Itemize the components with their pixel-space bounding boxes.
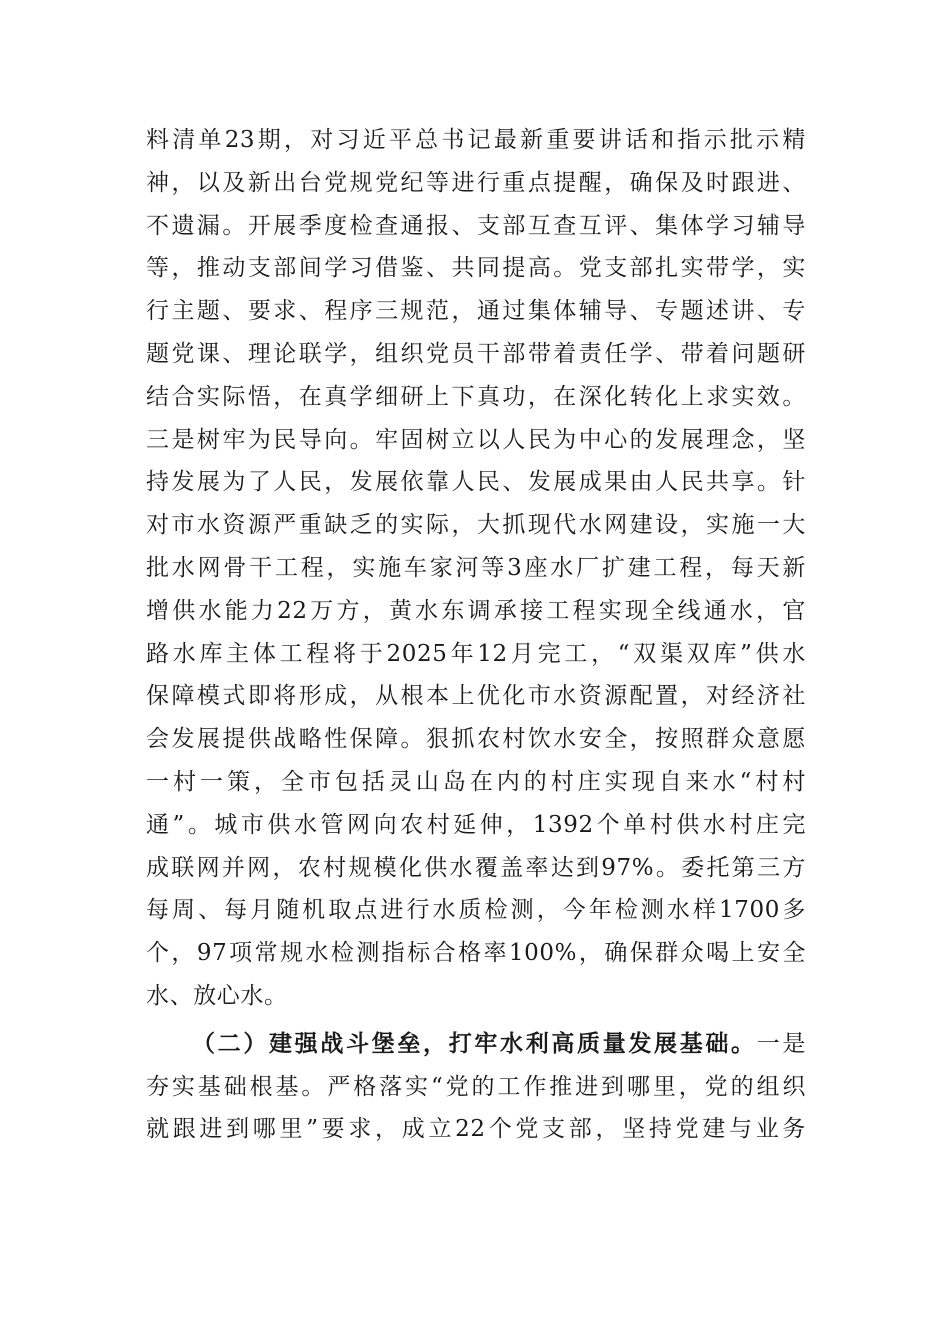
text-line: 料清单23期，对习近平总书记最新重要讲话和指示批示精 (146, 127, 806, 153)
text-line: 夯实基础根基。严格落实“党的工作推进到哪里，党的组织 (146, 1073, 806, 1100)
paragraph-heading-line (146, 1023, 806, 1066)
text-line: 增供水能力22万方，黄水东调承接工程实现全线通水，官 (146, 597, 806, 624)
text-line: 神，以及新出台党规党纪等进行重点提醒，确保及时跟进、 (146, 169, 806, 196)
text-line: 成联网并网，农村规模化供水覆盖率达到97%。委托第三方 (146, 854, 806, 881)
text-line: 对市水资源严重缺乏的实际，大抓现代水网建设，实施一大 (146, 512, 806, 539)
text-line: 批水网骨干工程，实施车家河等3座水厂扩建工程，每天新 (146, 554, 806, 581)
text-line: 行主题、要求、程序三规范，通过集体辅导、专题述讲、专 (146, 298, 806, 325)
text-line: 保障模式即将形成，从根本上优化市水资源配置，对经济社 (146, 683, 806, 710)
text-line: 每周、每月随机取点进行水质检测，今年检测水样1700多 (146, 897, 806, 924)
text-line: 水、放心水。 (146, 982, 288, 1009)
text-line: 会发展提供战略性保障。狠抓农村饮水安全，按照群众意愿 (146, 726, 806, 753)
text-line: 持发展为了人民，发展依靠人民、发展成果由人民共享。针 (146, 469, 806, 496)
text-line: 个，97项常规水检测指标合格率100%，确保群众喝上安全 (146, 940, 806, 967)
text-line: 结合实际悟，在真学细研上下真功，在深化转化上求实效。 (146, 383, 806, 410)
paragraph-1 (146, 119, 806, 1018)
section-heading: （二）建强战斗堡垒，打牢水利高质量发展基础。 (192, 1029, 757, 1057)
paragraph-2 (146, 1023, 806, 1151)
text-line: 路水库主体工程将于2025年12月完工，“双渠双库”供水 (146, 640, 806, 667)
text-line: 等，推动支部间学习借鉴、共同提高。党支部扎实带学，实 (146, 255, 806, 282)
text-line: 不遗漏。开展季度检查通报、支部互查互评、集体学习辅导 (146, 212, 806, 239)
text-line: 题党课、理论联学，组织党员干部带着责任学、带着问题研 (146, 340, 806, 367)
text-line: 三是树牢为民导向。牢固树立以人民为中心的发展理念，坚 (146, 426, 806, 453)
body-text (146, 119, 806, 1151)
text-line: 一村一策，全市包括灵山岛在内的村庄实现自来水“村村 (146, 768, 806, 795)
text-line: 通”。城市供水管网向农村延伸，1392个单村供水村庄完 (146, 811, 806, 838)
text-line: 就跟进到哪里”要求，成立22个党支部，坚持党建与业务 (146, 1116, 806, 1143)
text-run: 一是 (756, 1030, 807, 1057)
